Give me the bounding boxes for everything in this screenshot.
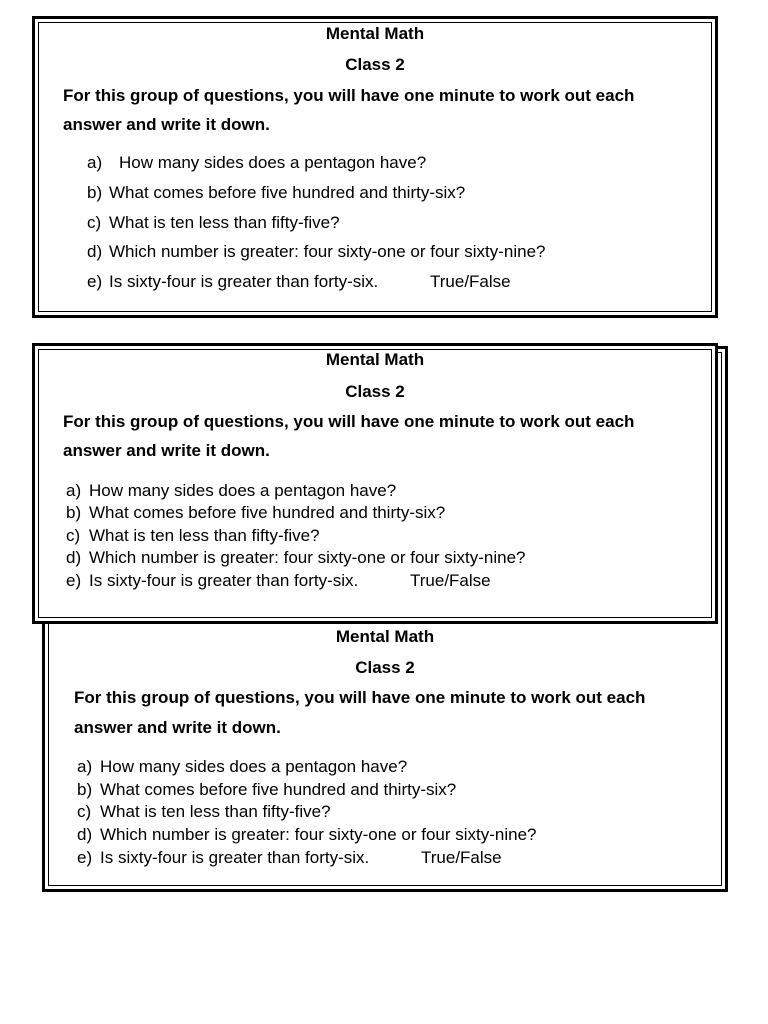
question-text: Which number is greater: four sixty-one or four sixty-nine?	[109, 242, 546, 261]
true-false-answer: True/False	[430, 272, 511, 291]
question-letter: a)	[77, 757, 93, 776]
question-letter: d)	[77, 825, 93, 844]
question-text: How many sides does a pentagon have?	[119, 153, 427, 172]
question-text: Is sixty-four is greater than forty-six.	[109, 272, 379, 291]
question-text: Which number is greater: four sixty-one or four sixty-nine?	[100, 825, 537, 844]
question-text: What is ten less than fifty-five?	[100, 802, 331, 821]
question-text: How many sides does a pentagon have?	[100, 757, 408, 776]
instructions-line-1: For this group of questions, you will have one minute to work out each	[63, 86, 635, 105]
instructions-line-1: For this group of questions, you will have one minute to work out each	[63, 412, 635, 431]
instructions-line-2: answer and write it down.	[74, 718, 281, 737]
question-letter: b)	[77, 780, 93, 799]
card-class-label: Class 2	[345, 55, 405, 74]
question-text: What is ten less than fifty-five?	[109, 213, 340, 232]
mental-math-card-2	[32, 343, 718, 624]
mental-math-card-1	[32, 16, 718, 318]
question-letter: e)	[77, 848, 93, 867]
card-class-label: Class 2	[345, 382, 405, 401]
true-false-answer: True/False	[410, 571, 491, 590]
question-text: What comes before five hundred and thirty-six?	[100, 780, 457, 799]
question-letter: c)	[66, 526, 81, 545]
question-letter: e)	[87, 272, 103, 291]
question-letter: c)	[87, 213, 102, 232]
question-text: How many sides does a pentagon have?	[89, 481, 397, 500]
question-letter: d)	[66, 548, 82, 567]
question-letter: a)	[66, 481, 82, 500]
question-letter: c)	[77, 802, 92, 821]
instructions-line-1: For this group of questions, you will have one minute to work out each	[74, 688, 646, 707]
question-text: Which number is greater: four sixty-one or four sixty-nine?	[89, 548, 526, 567]
question-letter: e)	[66, 571, 82, 590]
question-text: What comes before five hundred and thirty-six?	[109, 183, 466, 202]
question-letter: b)	[66, 503, 82, 522]
question-text: Is sixty-four is greater than forty-six.	[89, 571, 359, 590]
card-title: Mental Math	[325, 24, 425, 43]
card-class-label: Class 2	[355, 658, 415, 677]
question-letter: b)	[87, 183, 103, 202]
question-text: What is ten less than fifty-five?	[89, 526, 320, 545]
question-text: Is sixty-four is greater than forty-six.	[100, 848, 370, 867]
question-letter: d)	[87, 242, 103, 261]
question-letter: a)	[87, 153, 103, 172]
true-false-answer: True/False	[421, 848, 502, 867]
question-text: What comes before five hundred and thirty-six?	[89, 503, 446, 522]
card-title: Mental Math	[335, 627, 435, 646]
instructions-line-2: answer and write it down.	[63, 441, 270, 460]
instructions-line-2: answer and write it down.	[63, 115, 270, 134]
card-title: Mental Math	[325, 350, 425, 369]
